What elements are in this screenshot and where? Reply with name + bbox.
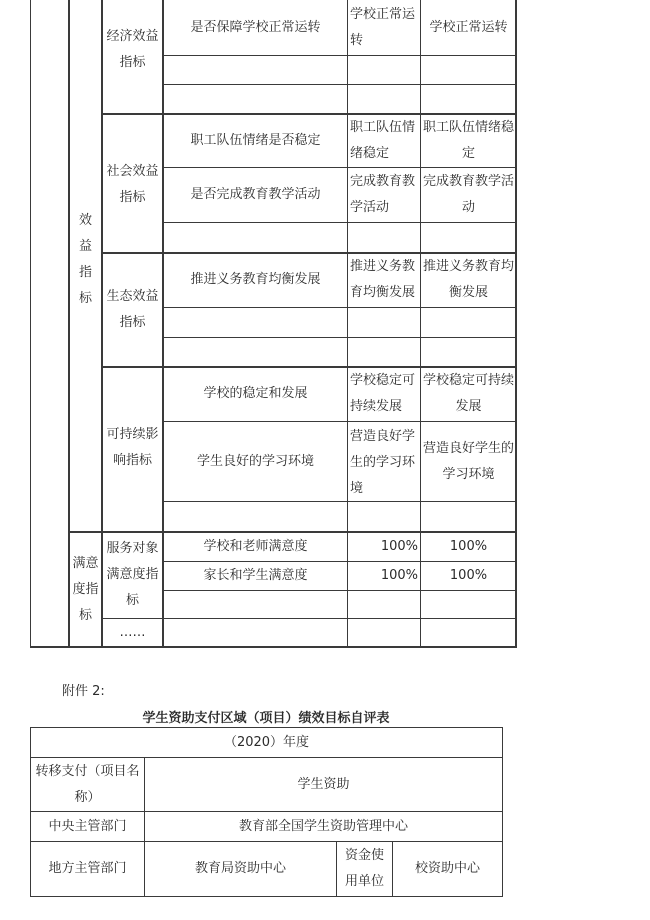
indicator-cell: 推进义务教育均衡发展 (190, 272, 321, 287)
benefit-indicator-category: 效益指标 (78, 213, 92, 306)
central-department-label: 中央主管部门 (48, 818, 127, 834)
indicator-cell: 是否保障学校正常运转 (190, 19, 321, 35)
actual-cell: 营造良好学生的学习环境 (422, 440, 514, 482)
target-cell: 100% (380, 538, 418, 554)
actual-cell: 职工队伍情绪稳定 (422, 119, 514, 161)
target-cell: 学校稳定可持续发展 (350, 373, 416, 414)
project-name-value: 学生资助 (297, 776, 350, 792)
target-cell: 100% (380, 568, 418, 583)
target-cell: 学校正常运转 (350, 7, 416, 48)
project-name-label: 转移支付（项目名称） (35, 763, 140, 805)
actual-cell: 学校正常运转 (429, 19, 508, 35)
social-benefit-label: 社会效益指标 (106, 164, 159, 205)
central-department-value: 教育部全国学生资助管理中心 (238, 818, 408, 834)
target-cell: 职工队伍情绪稳定 (350, 120, 416, 161)
actual-cell: 100% (449, 538, 488, 554)
ecological-benefit-label: 生态效益指标 (106, 289, 159, 330)
indicator-cell: 学校和老师满意度 (203, 538, 308, 554)
actual-cell: 完成教育教学活动 (422, 174, 514, 215)
service-satisfaction-label: 服务对象满意度指标 (106, 541, 159, 608)
target-cell: 完成教育教学活动 (350, 174, 416, 215)
target-cell: 推进义务教育均衡发展 (350, 259, 416, 300)
local-department-value: 教育局资助中心 (194, 861, 286, 876)
economic-benefit-label: 经济效益指标 (106, 29, 159, 70)
indicator-cell: 学校的稳定和发展 (203, 386, 308, 401)
indicator-cell: 学生良好的学习环境 (196, 453, 314, 469)
target-cell: 营造良好学生的学习环境 (350, 429, 416, 496)
sustainable-impact-label: 可持续影响指标 (106, 427, 159, 468)
satisfaction-indicator-category: 满意度指标 (72, 556, 99, 623)
actual-cell: 推进义务教育均衡发展 (422, 259, 514, 300)
indicator-cell: 职工队伍情绪是否稳定 (190, 132, 321, 148)
actual-cell: 100% (449, 568, 488, 583)
form-title: 学生资助支付区域（项目）绩效目标自评表 (142, 711, 390, 726)
attachment-label: 附件 2: (62, 684, 105, 699)
ellipsis-label: …… (119, 624, 146, 640)
actual-cell: 学校稳定可持续发展 (422, 373, 514, 414)
indicator-cell: 家长和学生满意度 (203, 568, 308, 583)
fund-user-unit-label: 资金使用单位 (344, 848, 384, 889)
fiscal-year: （2020）年度 (223, 734, 310, 750)
fund-user-unit-value: 校资助中心 (414, 861, 480, 876)
local-department-label: 地方主管部门 (48, 861, 127, 876)
indicator-cell: 是否完成教育教学活动 (190, 187, 321, 202)
